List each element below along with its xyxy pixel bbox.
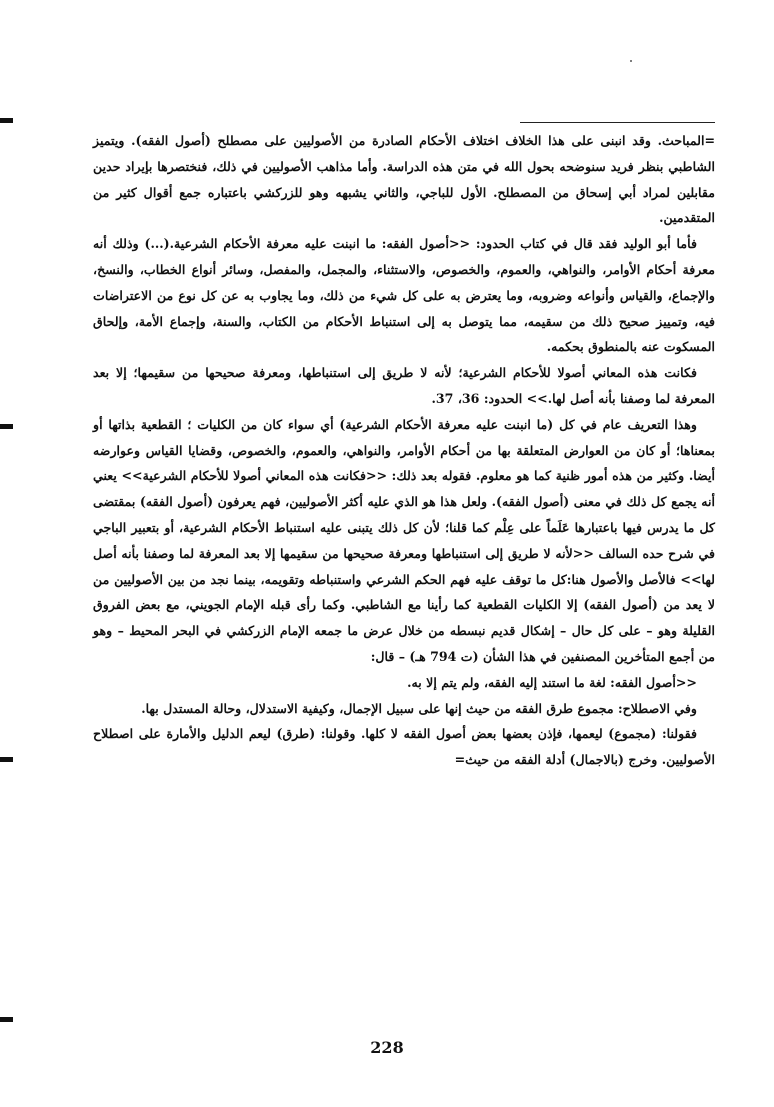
paragraph: <<أصول الفقه: لغة ما استند إليه الفقه، ولم يتم إلا به. (407, 674, 697, 690)
binding-mark (0, 424, 13, 429)
paragraph: =المباحث. وقد انبنى على هذا الخلاف اختلاف الأحكام الصادرة من الأصوليين على مصطلح (أصول الفقه). ويتميز الشاطبي بنظر فريد سنوضحه بحول الله في متن هذه الدراسة. وأما مذاهب الأصوليين في ذلك، فنختصرها بإيراد حدين مقابلين لمراد أبي إسحاق من المصطلح. الأول للباجي، والثاني يشبهه وهو للزركشي باعتباره جمع أقوال كثير من المتقدمين. (93, 133, 715, 226)
paragraph: فقولنا: (مجموع) ليعمها، فإذن بعضها بعض أصول الفقه لا كلها. وقولنا: (طرق) ليعم الدليل والأمارة على اصطلاح الأصوليين. وخرج (بالاجمال) أدلة الفقه من حيث= (93, 726, 715, 768)
footnote-separator-rule (520, 122, 715, 123)
paragraph: وفي الاصطلاح: مجموع طرق الفقه من حيث إنها على سبيل الإجمال، وكيفية الاستدلال، وحالة المستدل بها. (141, 700, 697, 716)
scan-speck (630, 60, 632, 62)
binding-mark (0, 118, 13, 123)
binding-mark (0, 1017, 13, 1022)
paragraph: فأما أبو الوليد فقد قال في كتاب الحدود: <<أصول الفقه: ما انبنت عليه معرفة الأحكام الشرعية.(...) وذلك أنه معرفة أحكام الأوامر، والنواهي، والعموم، والخصوص، والاستثناء، والمجمل، والمفصل، وسائر أنواع الخطاب، والنسخ، والإجماع، والقياس وأنواعه وضروبه، وما يعترض به على كل شيء من ذلك، وما يجاوب به عن كل نوع من الاعتراضات فيه، وتمييز صحيح ذلك من سقيمه، مما يتوصل به إلى استنباط الأحكام من الكتاب، والسنة، وإجماع الأمة، وإلحاق المسكوت عنه بالمنطوق بحكمه. (93, 236, 715, 355)
paragraph: فكانت هذه المعاني أصولا للأحكام الشرعية؛ لأنه لا طريق إلى استنباطها، ومعرفة صحيحها من سقيمها؛ إلا بعد المعرفة لما وصفنا بأنه أصل لها.>> الحدود: 36، 37. (93, 365, 715, 406)
binding-mark (0, 757, 13, 762)
page-number: 228 (370, 1038, 404, 1057)
footnote-text (93, 128, 715, 773)
paragraph: وهذا التعريف عام في كل (ما انبنت عليه معرفة الأحكام الشرعية) أي سواء كان من الكليات ؛ القطعية بذاتها أو بمعناها؛ أو كان من العوارض المتعلقة بها من أحكام الأوامر، والنواهي، والعموم، والخصوص، وقضايا القياس وعوارضه أيضا. وكثير من هذه أمور ظنية كما هو معلوم. فقوله بعد ذلك: <<فكانت هذه المعاني أصولا للأحكام الشرعية>> يعني أنه يجمع كل ذلك في معنى (أصول الفقه). ولعل هذا هو الذي عليه أكثر الأصوليين، فهم يعرفون (أصول الفقه) بمقتضى كل ما يدرس فيها باعتبارها عَلَماً على عِلْم كما قلنا؛ لأن كل ذلك يتبنى عليه استنباط الأحكام الشرعية، أو بتعبير الباجي في شرح حده السالف <<لأنه لا طريق إلى استنباطها ومعرفة صحيحها من سقيمها إلا بعد المعرفة لما وصفنا بأنه أصل لها>> فالأصل والأصول هنا:كل ما توقف عليه فهم الحكم الشرعي واستنباطه وتقويمه، بينما نجد من بين الأصوليين من لا يعد من (أصول الفقه) إلا الكليات القطعية كما رأينا مع الشاطبي. وكما رأى قبله الإمام الجويني، مع بعض الفروق القليلة وهو – على كل حال – إشكال قديم نبسطه من خلال عرض ما جمعه الإمام الزركشي في البحر المحيط – وهو من أجمع المتأخرين المصنفين في هذا الشأن (ت 794 هـ) – قال: (93, 416, 715, 664)
